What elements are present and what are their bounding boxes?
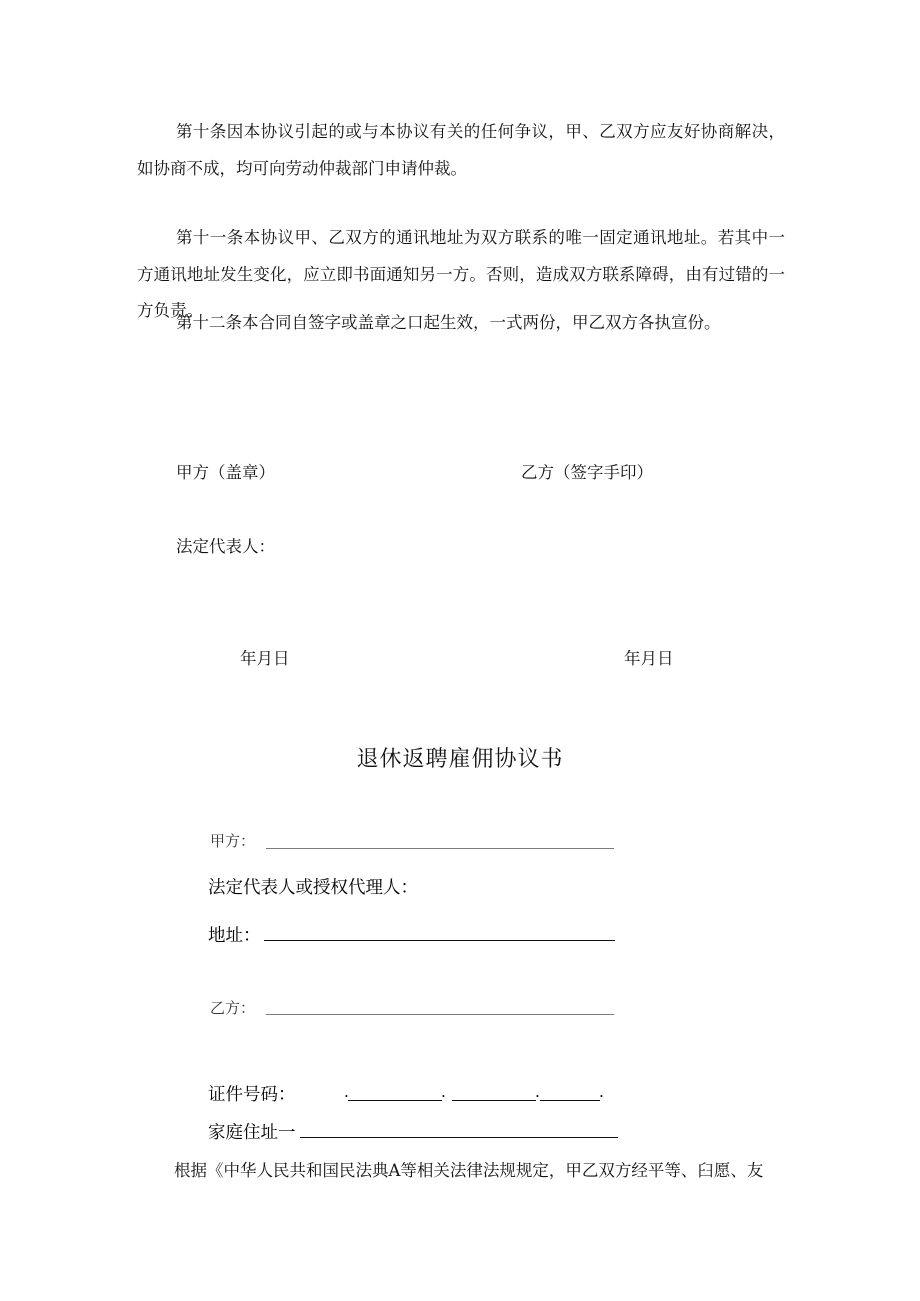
party-b-field-label: 乙方： bbox=[210, 999, 256, 1017]
id-number-label: 证件号码： bbox=[208, 1084, 296, 1104]
id-dot: . bbox=[599, 1081, 604, 1101]
party-a-field-label: 甲方： bbox=[210, 832, 256, 850]
legal-representative-label: 法定代表人： bbox=[176, 537, 275, 556]
home-address-blank-line[interactable] bbox=[300, 1137, 618, 1138]
address-label: 地址： bbox=[208, 925, 261, 945]
id-dot: . bbox=[535, 1081, 540, 1101]
party-b-sign-label: 乙方（签字手印） bbox=[521, 463, 653, 482]
id-segment-2-line[interactable] bbox=[452, 1100, 536, 1101]
clause-10: 第十条因本协议引起的或与本协议有关的任何争议，甲、乙双方应友好协商解决，如协商不成，均可向劳动仲裁部门申请仲裁。 bbox=[137, 122, 785, 178]
agreement-title: 退休返聘雇佣协议书 bbox=[356, 747, 564, 772]
clause-12: 第十二条本合同自签字或盖章之口起生效，一式两份，甲乙双方各执宣份。 bbox=[176, 313, 721, 332]
id-segment-3-line[interactable] bbox=[540, 1100, 600, 1101]
party-b-blank-line[interactable] bbox=[266, 1014, 614, 1015]
id-segment-1-line[interactable] bbox=[348, 1100, 442, 1101]
party-b-date: 年月日 bbox=[624, 649, 674, 668]
address-blank-line[interactable] bbox=[264, 940, 615, 941]
party-a-blank-line[interactable] bbox=[266, 848, 614, 849]
party-a-date: 年月日 bbox=[240, 649, 290, 668]
home-address-label: 家庭住址一 bbox=[208, 1122, 296, 1142]
id-dot: . bbox=[441, 1081, 446, 1101]
id-dot: . bbox=[344, 1081, 349, 1101]
clause-11: 第十一条本协议甲、乙双方的通讯地址为双方联系的唯一固定通讯地址。若其中一方通讯地址发生变化，应立即书面通知另一方。否则，造成双方联系障碍，由有过错的一方负责。 bbox=[137, 228, 785, 320]
agreement-intro-text: 根据《中华人民共和国民法典A等相关法律法规规定，甲乙双方经平等、臼愿、友 bbox=[174, 1161, 764, 1180]
legal-rep-or-agent-label: 法定代表人或授权代理人： bbox=[208, 877, 418, 897]
party-a-seal-label: 甲方（盖章） bbox=[176, 463, 275, 482]
